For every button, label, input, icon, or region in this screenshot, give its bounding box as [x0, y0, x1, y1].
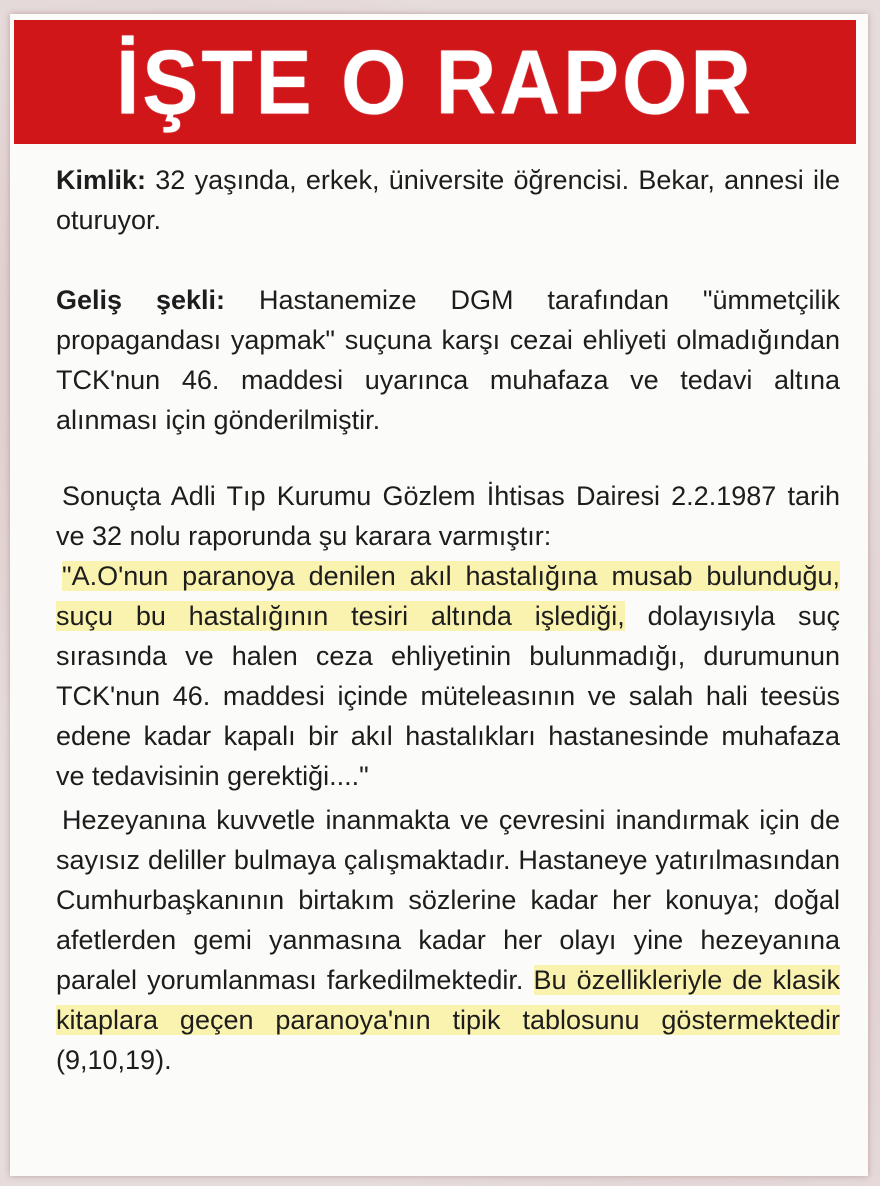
identity-paragraph [56, 160, 840, 240]
report-body [56, 160, 840, 1080]
quote-rest: dolayısıyla suç sırasında ve halen ceza ehliyetinin bulunmadığı, durumunun TCK'nun 46. maddesi içinde müteleasının ve salah hali teesüs edene kadar kapalı bir akıl hastalıkları hastanesinde muhafaza ve tedavisinin gerektiği...." [56, 601, 840, 791]
quote-highlighted: "A.O'nun paranoya denilen akıl hastalığına musab bulunduğu, suçu bu hastalığının tesiri altında işlediği, [56, 561, 840, 631]
referral-label: Geliş şekli: [56, 285, 226, 315]
identity-text: 32 yaşında, erkek, üniversite öğrencisi. Bekar, annesi ile oturuyor. [56, 165, 840, 235]
conclusion-text: Sonuçta Adli Tıp Kurumu Gözlem İhtisas Dairesi 2.2.1987 tarih ve 32 nolu raporunda şu karara varmıştır: [56, 481, 840, 551]
delusion-citation: (9,10,19). [56, 1045, 172, 1075]
referral-paragraph [56, 280, 840, 440]
headline-banner [14, 20, 856, 144]
conclusion-paragraph [56, 476, 840, 556]
identity-label: Kimlik: [56, 165, 147, 195]
delusion-text: Hezeyanına kuvvetle inanmakta ve çevresini inandırmak için de sayısız deliller bulmaya çalışmaktadır. Hastaneye yatırılmasından Cumhurbaşkanının birtakım sözlerine kadar her konuya; doğal afetlerden gemi yanmasına kadar her olayı yine hezeyanına paralel yorumlanması farkedilmektedir. [56, 805, 840, 995]
headline-title: İŞTE O RAPOR [115, 31, 755, 133]
quote-paragraph [56, 556, 840, 796]
delusion-paragraph [56, 800, 840, 1080]
referral-text: Hastanemize DGM tarafından "ümmetçilik propagandası yapmak" suçuna karşı cezai ehliyeti olmadığından TCK'nun 46. maddesi uyarınca muhafaza ve tedavi altına alınması için gönderilmiştir. [56, 285, 840, 435]
delusion-highlighted: Bu özellikleriyle de klasik kitaplara geçen paranoya'nın tipik tablosunu göstermektedir [56, 965, 840, 1035]
